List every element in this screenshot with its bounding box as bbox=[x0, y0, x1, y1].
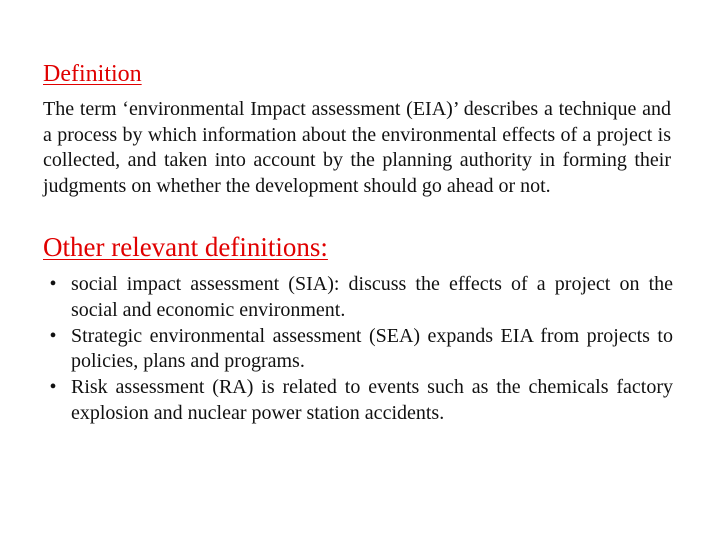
list-item-text: Risk assessment (RA) is related to events such as the chemicals factory explosion and nuclear power station accidents. bbox=[71, 376, 673, 424]
list-item-text: social impact assessment (SIA): discuss the effects of a project on the social and economic environment. bbox=[71, 273, 673, 321]
list-item-sea bbox=[43, 324, 673, 375]
definitions-list bbox=[43, 272, 673, 427]
list-item-sia bbox=[43, 272, 673, 323]
list-item-ra bbox=[43, 375, 673, 426]
list-item-text: Strategic environmental assessment (SEA) expands EIA from projects to policies, plans and programs. bbox=[71, 324, 673, 372]
definition-paragraph: The term ‘environmental Impact assessment (EIA)’ describes a technique and a process by which information about the environmental effects of a project is collected, and taken into account by the planning authority in forming their judgments on whether the development should go ahead or not. bbox=[43, 98, 671, 197]
definition-heading: Definition bbox=[43, 61, 142, 87]
bullet-icon: • bbox=[49, 376, 57, 398]
other-definitions-heading: Other relevant definitions: bbox=[43, 232, 328, 262]
bullet-icon: • bbox=[49, 324, 57, 347]
bullet-icon: • bbox=[49, 273, 57, 295]
